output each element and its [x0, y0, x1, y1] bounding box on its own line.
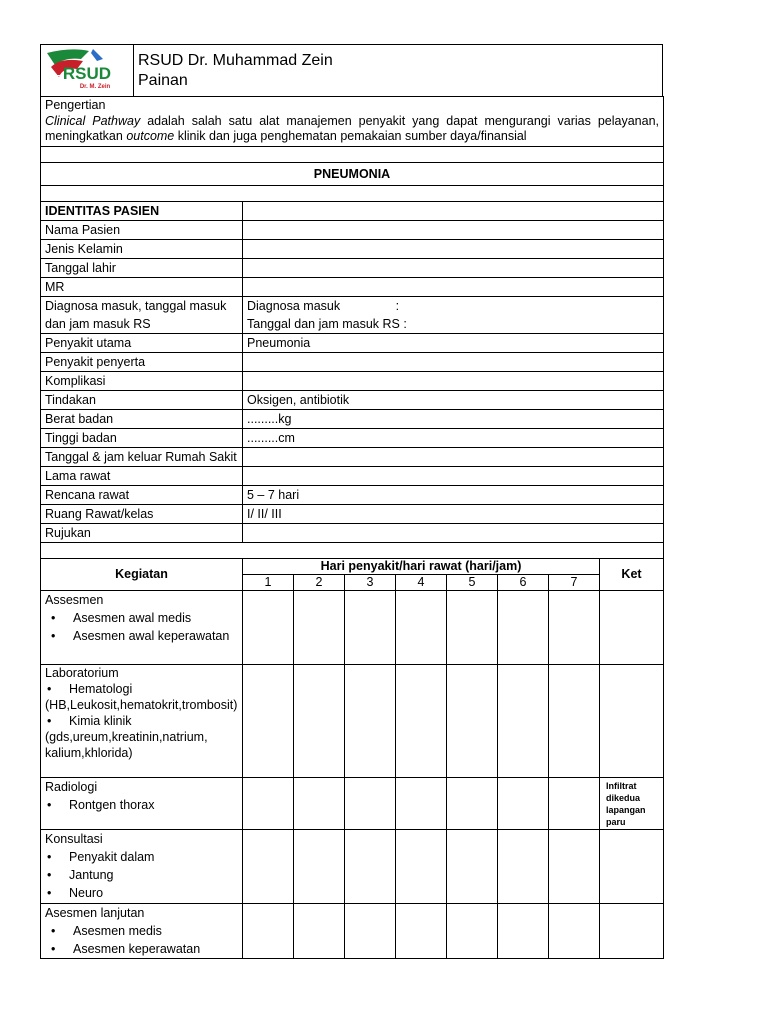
day-cell[interactable]: [294, 903, 345, 958]
bullet-icon: •: [47, 849, 52, 864]
day-cell[interactable]: [549, 903, 600, 958]
day-cell[interactable]: [243, 777, 294, 829]
day-header: 1: [243, 574, 294, 590]
blank-row: [41, 146, 664, 162]
hospital-name-line2: Painan: [138, 71, 188, 89]
list-item: • Asesmen keperawatan: [73, 940, 238, 958]
identity-label: Penyakit utama: [41, 333, 243, 352]
activity-title: Asesmen lanjutan: [45, 905, 145, 920]
identity-value: [243, 447, 664, 466]
day-header: 2: [294, 574, 345, 590]
day-cell[interactable]: [498, 664, 549, 777]
blank-row: [41, 185, 664, 201]
ket-note: Infiltrat dikedua lapangan paru: [600, 777, 664, 829]
identity-label: Diagnosa masuk, tanggal masuk dan jam masuk RS: [41, 296, 243, 333]
list-item: • Asesmen medis: [73, 922, 238, 940]
identity-value: [243, 296, 664, 333]
svg-text:Dr. M. Zein: Dr. M. Zein: [79, 84, 111, 90]
day-cell[interactable]: [345, 590, 396, 664]
ket-cell[interactable]: [600, 829, 664, 903]
hospital-logo: [41, 45, 133, 91]
identity-label: Jenis Kelamin: [41, 239, 243, 258]
definition-term: Clinical Pathway: [45, 113, 141, 128]
identity-label: Penyakit penyerta: [41, 352, 243, 371]
day-cell[interactable]: [345, 903, 396, 958]
identity-value: [243, 371, 664, 390]
day-cell[interactable]: [549, 777, 600, 829]
day-cell[interactable]: [294, 590, 345, 664]
identity-label: Rujukan: [41, 523, 243, 542]
day-header: 7: [549, 574, 600, 590]
identity-heading: IDENTITAS PASIEN: [41, 201, 243, 220]
bullet-icon: •: [47, 797, 52, 812]
blank-row: [41, 542, 664, 558]
list-item: • Asesmen awal keperawatan: [73, 627, 238, 645]
ket-cell[interactable]: [600, 664, 664, 777]
day-cell[interactable]: [294, 664, 345, 777]
day-header: 3: [345, 574, 396, 590]
hospital-name-cell: [134, 45, 663, 97]
activity-assesmen: [41, 590, 243, 664]
ket-cell[interactable]: [600, 590, 664, 664]
day-cell[interactable]: [549, 829, 600, 903]
day-cell[interactable]: [498, 777, 549, 829]
identity-label: Rencana rawat: [41, 485, 243, 504]
identity-value: I/ II/ III: [243, 504, 664, 523]
day-cell[interactable]: [243, 829, 294, 903]
day-header: 4: [396, 574, 447, 590]
activity-list: [45, 609, 238, 645]
day-cell[interactable]: [396, 829, 447, 903]
ket-cell[interactable]: [600, 903, 664, 958]
list-item: • Neuro: [47, 885, 104, 900]
day-cell[interactable]: [396, 664, 447, 777]
activity-title: Konsultasi: [45, 831, 103, 846]
identity-label: MR: [41, 277, 243, 296]
identity-value: .........cm: [243, 428, 664, 447]
activity-asesmen-lanjutan: [41, 903, 243, 958]
day-cell[interactable]: [447, 590, 498, 664]
day-cell[interactable]: [498, 903, 549, 958]
identity-label: Tinggi badan: [41, 428, 243, 447]
identity-value: [243, 466, 664, 485]
day-header: 5: [447, 574, 498, 590]
main-table: [40, 96, 664, 959]
identity-value: Oksigen, antibiotik: [243, 390, 664, 409]
day-cell[interactable]: [498, 829, 549, 903]
hari-rawat-header: Hari penyakit/hari rawat (hari/jam): [243, 558, 600, 574]
identity-label: Nama Pasien: [41, 220, 243, 239]
day-cell[interactable]: [396, 590, 447, 664]
day-cell[interactable]: [396, 777, 447, 829]
day-cell[interactable]: [549, 590, 600, 664]
identity-value: [243, 239, 664, 258]
bullet-icon: •: [47, 885, 52, 900]
day-cell[interactable]: [243, 664, 294, 777]
bullet-icon: •: [47, 867, 52, 882]
identity-value: .........kg: [243, 409, 664, 428]
svg-text:RSUD: RSUD: [62, 64, 112, 83]
day-cell[interactable]: [345, 829, 396, 903]
day-cell[interactable]: [345, 664, 396, 777]
list-item: • Asesmen awal medis: [73, 609, 238, 627]
day-cell[interactable]: [447, 777, 498, 829]
list-item-detail: (HB,Leukosit,hematokrit,trombosit): [45, 697, 238, 712]
activity-title: Radiologi: [45, 779, 98, 794]
list-item: • Hematologi: [47, 681, 133, 696]
list-item-detail: (gds,ureum,kreatinin,natrium, kalium,khlorida): [45, 729, 208, 760]
day-cell[interactable]: [447, 829, 498, 903]
day-cell[interactable]: [396, 903, 447, 958]
identity-value: [243, 523, 664, 542]
diagnosis-title: PNEUMONIA: [41, 162, 664, 185]
activity-konsultasi: [41, 829, 243, 903]
day-cell[interactable]: [549, 664, 600, 777]
definition-label: Pengertian: [45, 98, 106, 112]
identity-label: Lama rawat: [41, 466, 243, 485]
hospital-name-line1: RSUD Dr. Muhammad Zein: [138, 51, 333, 69]
list-item: • Kimia klinik: [47, 713, 132, 728]
identity-label: Komplikasi: [41, 371, 243, 390]
bullet-icon: •: [47, 713, 52, 728]
day-cell[interactable]: [294, 829, 345, 903]
day-cell[interactable]: [243, 590, 294, 664]
ket-header: Ket: [600, 558, 664, 590]
list-item: • Jantung: [47, 867, 114, 882]
diagnosa-masuk-value: Diagnosa masuk :: [247, 298, 400, 313]
definition-cell: [41, 97, 664, 147]
day-cell[interactable]: [243, 903, 294, 958]
day-cell[interactable]: [498, 590, 549, 664]
tanggal-masuk-value: Tanggal dan jam masuk RS :: [247, 316, 407, 331]
logo-cell: [41, 45, 134, 97]
identity-label: Tindakan: [41, 390, 243, 409]
day-cell[interactable]: [345, 777, 396, 829]
identity-label: Tanggal & jam keluar Rumah Sakit: [41, 447, 243, 466]
kegiatan-header: Kegiatan: [41, 558, 243, 590]
clinical-pathway-document: [40, 44, 663, 959]
activity-title: Assesmen: [45, 592, 104, 607]
identity-value: [243, 277, 664, 296]
identity-label: Ruang Rawat/kelas: [41, 504, 243, 523]
header-table: [40, 44, 663, 97]
activity-laboratorium: [41, 664, 243, 777]
activity-radiologi: [41, 777, 243, 829]
bullet-icon: •: [47, 681, 52, 696]
identity-value: 5 – 7 hari: [243, 485, 664, 504]
identity-value: [243, 352, 664, 371]
activity-title: Laboratorium: [45, 665, 119, 680]
day-cell[interactable]: [447, 664, 498, 777]
list-item: • Rontgen thorax: [47, 797, 155, 812]
day-header: 6: [498, 574, 549, 590]
identity-value: Pneumonia: [243, 333, 664, 352]
definition-text: Clinical Pathway adalah salah satu alat manajemen penyakit yang dapat mengurangi varias pelayanan, meningkatkan outcome klinik dan juga penghematan pemakaian sumber daya/finansial: [45, 113, 660, 143]
activity-list: [45, 922, 238, 958]
identity-value: [243, 258, 664, 277]
list-item: • Penyakit dalam: [47, 849, 155, 864]
identity-label: Berat badan: [41, 409, 243, 428]
identity-label: Tanggal lahir: [41, 258, 243, 277]
day-cell[interactable]: [447, 903, 498, 958]
identity-value: [243, 220, 664, 239]
identity-heading-value: [243, 201, 664, 220]
day-cell[interactable]: [294, 777, 345, 829]
